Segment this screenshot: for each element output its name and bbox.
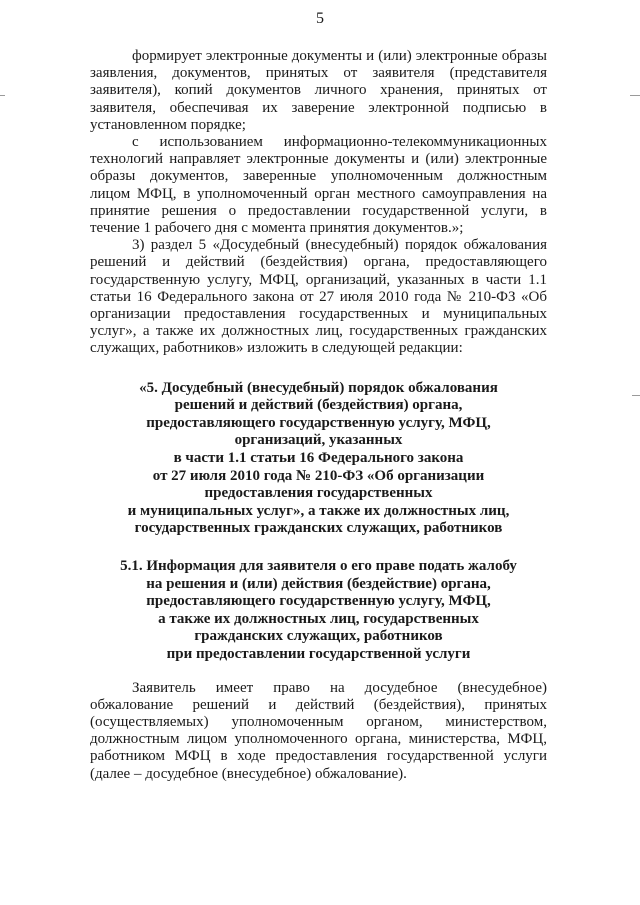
paragraph-right-to-appeal: Заявитель имеет право на досудебное (внесудебное) обжалование решений и действий (бездействия), принятых (осуществляемых) уполномоченным органом, министерством, должностным лицом уполномоченного органа, министерства, МФЦ, работником МФЦ в ходе предоставления государственной услуги (далее – досудебное (внесудебное) обжалование). [90,679,547,782]
heading-line: «5. Досудебный (внесудебный) порядок обжалования [139,379,498,396]
heading-line: и муниципальных услуг», а также их должностных лиц, [127,502,510,519]
document-body [90,48,547,783]
heading-line: предоставляющего государственную услугу, МФЦ, [146,414,491,431]
heading-line: в части 1.1 статьи 16 Федерального закона [173,450,464,467]
heading-line: организаций, указанных [234,432,403,449]
heading-line: гражданских служащих, работников [194,628,443,645]
heading-line: при предоставлении государственной услуги [166,645,471,662]
heading-line: государственных гражданских служащих, работников [134,520,503,537]
paragraph-electronic-documents: формирует электронные документы и (или) электронные образы заявления, документов, принятых от заявителя (представителя заявителя), копий документов личного хранения, принятых от заявителя, обеспечивая их заверение электронной подписью в установленном порядке; [90,48,547,133]
heading-line: 5.1. Информация для заявителя о его праве подать жалобу [120,558,517,574]
paragraph-telecom-technologies: с использованием информационно-телекоммуникационных технологий направляет электронные документы и (или) электронные образы документов, заверенные уполномоченным должностным лицом МФЦ, в уполномоченный орган местного самоуправления на принятие решения о предоставлении государственной услуги, в течение 1 рабочего дня с момента принятия документов.»; [90,134,547,237]
subsection-5-1-heading [90,558,547,664]
right-margin-mark-1 [630,95,640,96]
paragraph-section-5-amendment: 3) раздел 5 «Досудебный (внесудебный) порядок обжалования решений и действий (бездействия) органа, предоставляющего государственную услугу, МФЦ, организаций, указанных в части 1.1 статьи 16 Федерального закона от 27 июля 2010 года № 210-ФЗ «Об организации предоставления государственных и муниципальных услуг», а также их должностных лиц, государственных гражданских служащих, работников» изложить в следующей редакции: [90,237,547,357]
page-number: 5 [316,10,324,27]
right-margin-mark-2 [632,395,640,396]
section-5-heading [90,380,547,538]
heading-line: на решения и (или) действия (бездействие) органа, [146,575,491,592]
heading-line: а также их должностных лиц, государственных [158,610,479,627]
heading-line: от 27 июля 2010 года № 210-ФЗ «Об организации [152,467,485,484]
left-margin-mark [0,95,5,96]
heading-line: предоставления государственных [204,485,433,502]
heading-line: предоставляющего государственную услугу, МФЦ, [146,593,491,610]
heading-line: решений и действий (бездействия) органа, [174,397,463,414]
